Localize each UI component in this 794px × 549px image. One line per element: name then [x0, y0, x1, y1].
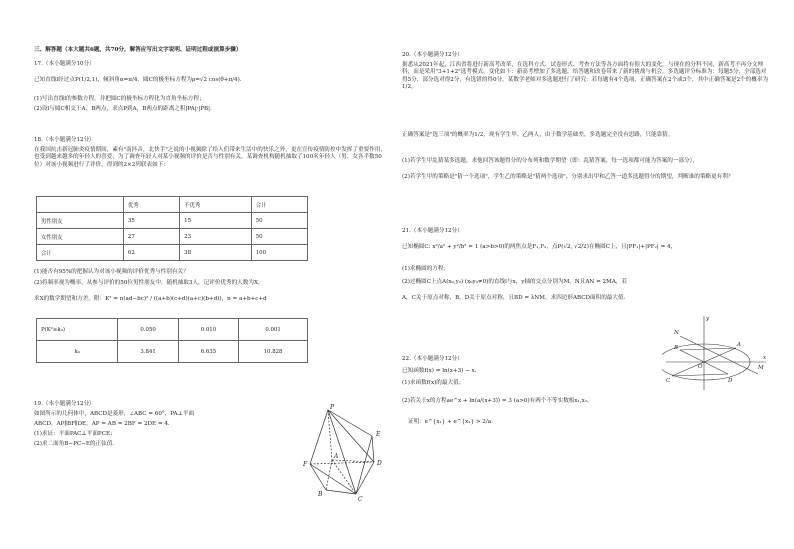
q18-sub1: (1)能否有95%的把握认为对该小视频的评价优秀与性别有关？: [34, 269, 189, 275]
section-header: 三、解答题（本大题共6题，共70分，解答应写出文字说明、证明过程或演算步骤）: [34, 47, 242, 53]
table-cell: 10.828: [239, 341, 308, 363]
table-cell: 优秀: [123, 197, 179, 213]
q20-number: 20.（本小题满分12分）: [402, 52, 463, 58]
q19-sub2: (2)求二面角B−PC−E的正弦值.: [34, 441, 115, 447]
q20-sub1: (1)若学生甲乱猜某多选题，求他回答该题得分的分布列和数学期望（即：乱猜答案，每一选项都可能为答案的一部分），: [402, 158, 699, 164]
q22-sub2b: 证明：e^{x₁} + e^{x₂} > 2/a.: [408, 419, 493, 425]
q18-contingency-table: [36, 196, 308, 261]
point-label-m: M: [758, 365, 764, 371]
vertex-label-a: A: [334, 453, 339, 460]
vertex-label-d: D: [377, 460, 382, 467]
left-column: [34, 0, 392, 549]
q21-sub1: (1)求椭圆的方程；: [402, 266, 450, 272]
table-cell: 0.010: [178, 319, 238, 341]
table-cell: 27: [123, 229, 179, 245]
table-cell: 6.635: [178, 341, 238, 363]
table-cell: 0.050: [118, 319, 178, 341]
table-cell: P(K²≥k₀): [37, 319, 118, 341]
q21-ellipse-figure: [662, 312, 768, 392]
vertex-label-b: B: [318, 491, 323, 498]
table-cell: 合计: [37, 245, 124, 261]
table-cell: 23: [180, 229, 252, 245]
table-cell: 男性朋友: [37, 213, 124, 229]
table-cell: 62: [123, 245, 179, 261]
table-header-row: [37, 197, 308, 213]
table-row: [37, 341, 308, 363]
q20-paragraph2: 正确答案是"选三项"的概率为1/2，现有学生甲、乙两人，由于数学基础差，多选题完全没有思路，只能靠猜。: [402, 132, 674, 138]
point-label-c: C: [666, 378, 671, 384]
table-cell: 合计: [251, 197, 307, 213]
table-cell: 35: [123, 213, 179, 229]
q17-line1-b: ，倾斜角α=π/4，圆C的极坐标方程为ρ=√2 cos(θ+π/4).: [97, 77, 242, 83]
vertex-label-p: P: [330, 404, 335, 411]
table-cell: k₀: [37, 341, 118, 363]
q20-sub2: (2)若学生甲的策略是"猜一个选项"，学生乙的策略是"猜两个选项"，分别求出甲和乙答一道多选题得分的期望，判断谁的策略更有利？: [402, 174, 734, 180]
table-cell: 0.001: [239, 319, 308, 341]
table-cell: 3.841: [118, 341, 178, 363]
axis-label-y: y: [706, 316, 710, 322]
q17-line1-a: 已知直线l经过点: [34, 77, 75, 83]
q22-sub2: (2)若关于x的方程ae^x + ln(a/(x+3)) = 3 (a>0)有两个不等实数根x₁,x₂，: [402, 398, 593, 404]
right-column: [402, 0, 772, 549]
table-row: [37, 229, 308, 245]
point-label-d: D: [728, 378, 733, 384]
q21-line1: 已知椭圆C: x²/a² + y²/b² = 1 (a>b>0)的两焦点是F₁,F₂，点P(√2, √2/2)在椭圆C上，且|PF₁|+|PF₂| = 4，: [402, 244, 677, 250]
table-cell: 100: [251, 245, 307, 261]
q19-line1: 如图所示的几何体中，ABCD是菱形，∠ABC = 60°，PA⊥平面: [34, 411, 195, 417]
q21-number: 21.（本小题满分12分）: [402, 228, 463, 234]
table-cell: 不优秀: [180, 197, 252, 213]
table-cell: 15: [180, 213, 252, 229]
q18-number: 18.（本小题满分12分）: [34, 137, 95, 143]
q20-paragraph: 据悉从2021年起，江西省将进行新高考改革，在选科方式、试卷形式、考查方法等各方面将有很大的变化。与现在的分科不同，新高考不再分文理科，而是采用"3+1+2"选考模式，变化如下：新高考增加了多选题，给答题和改卷带来了新的挑战与机会。多选题评分标准为：每题5分，全部选对得5分，部分选对得2分，有选错的得0分。某数学老师对多选题进行了研究：若每题有4个选项，正确答案在2个或3个，其中正确答案是2个的概率为1/2，: [402, 62, 769, 91]
q18-sub2: (2)将频率视为概率，从参与评价的50位男性朋友中，随机抽取3人，记评价优秀的人数为X，: [34, 280, 264, 286]
point-label-n: N: [674, 330, 679, 336]
table-row: [37, 319, 308, 341]
q17-sub2: (2)设l与圆C相交于A，B两点，求点P到A，B两点的距离之积|PA|·|PB|.: [34, 106, 212, 112]
q17-number: 17.（本小题满分10分）: [34, 61, 95, 67]
table-cell: 38: [180, 245, 252, 261]
q22-sub1: (1)求函数f(x)的最大值；: [402, 380, 465, 386]
q17-sub1: (1)写出直线l的参数方程，并把圆C的极坐标方程化为直角坐标方程；: [34, 96, 205, 102]
q17-point: P(1/2,1): [74, 77, 98, 83]
vertex-label-f: F: [303, 461, 308, 468]
q18-critical-value-table: [36, 318, 308, 363]
point-label-b: B: [674, 345, 679, 351]
q22-line1: 已知函数f(x) = ln(x+3) − x.: [402, 368, 477, 374]
q21-sub2: (2)过椭圆C上点A(x₀,y₀) (x₀y₀≠0)的直线l与x，y轴的交点分别为M，N且AN = 2MA，若: [402, 279, 628, 285]
table-cell: 女性朋友: [37, 229, 124, 245]
table-cell: 50: [251, 229, 307, 245]
vertex-label-c: C: [358, 496, 363, 502]
table-cell: [37, 197, 124, 213]
q19-number: 19.（本小题满分12分）: [34, 401, 95, 407]
point-label-a: A: [737, 342, 741, 348]
point-label-o: O: [698, 364, 703, 370]
table-cell: 50: [251, 213, 307, 229]
q19-sub1: (1)求证：平面PAC⊥平面PCE；: [34, 431, 116, 437]
vertex-label-e: E: [376, 431, 381, 438]
table-row: [37, 213, 308, 229]
q19-geometry-figure: [296, 402, 414, 502]
q17-line1: [34, 77, 242, 84]
q18-paragraph: 在我国抗击新冠肺炎疫情期间，素有"南抖音，北快手"之说的小视频除了给人们带来生活中的快乐之外，更在宣传疫情防控中发挥了重要作用，也受到越来越多的年轻人的喜爱，为了调查年轻人对某小视频的评价是否与性别有关，某调查机构随机抽取了100名年轻人（男、女各半数50位）对该小视频进行了评价，得到的2×2列联表如下：: [34, 147, 386, 168]
table-row: [37, 245, 308, 261]
q22-number: 22.（本小题满分12分）: [402, 356, 463, 362]
q19-line2: ABCD，AP∥BF∥DE，AP = AB = 2BF = 2DE = 4.: [34, 421, 170, 427]
axis-label-x: x: [763, 355, 767, 361]
q21-sub2b: A，C关于原点对称，B，D关于原点对称，且BD = λNM，求四边形ABCD面积的最大值.: [402, 295, 626, 301]
q18-sub2b: 求X的数学期望和方差。附：K² = n(ad−bc)² / ((a+b)(c+d)(a+c)(b+d))，n = a+b+c+d: [34, 296, 267, 302]
